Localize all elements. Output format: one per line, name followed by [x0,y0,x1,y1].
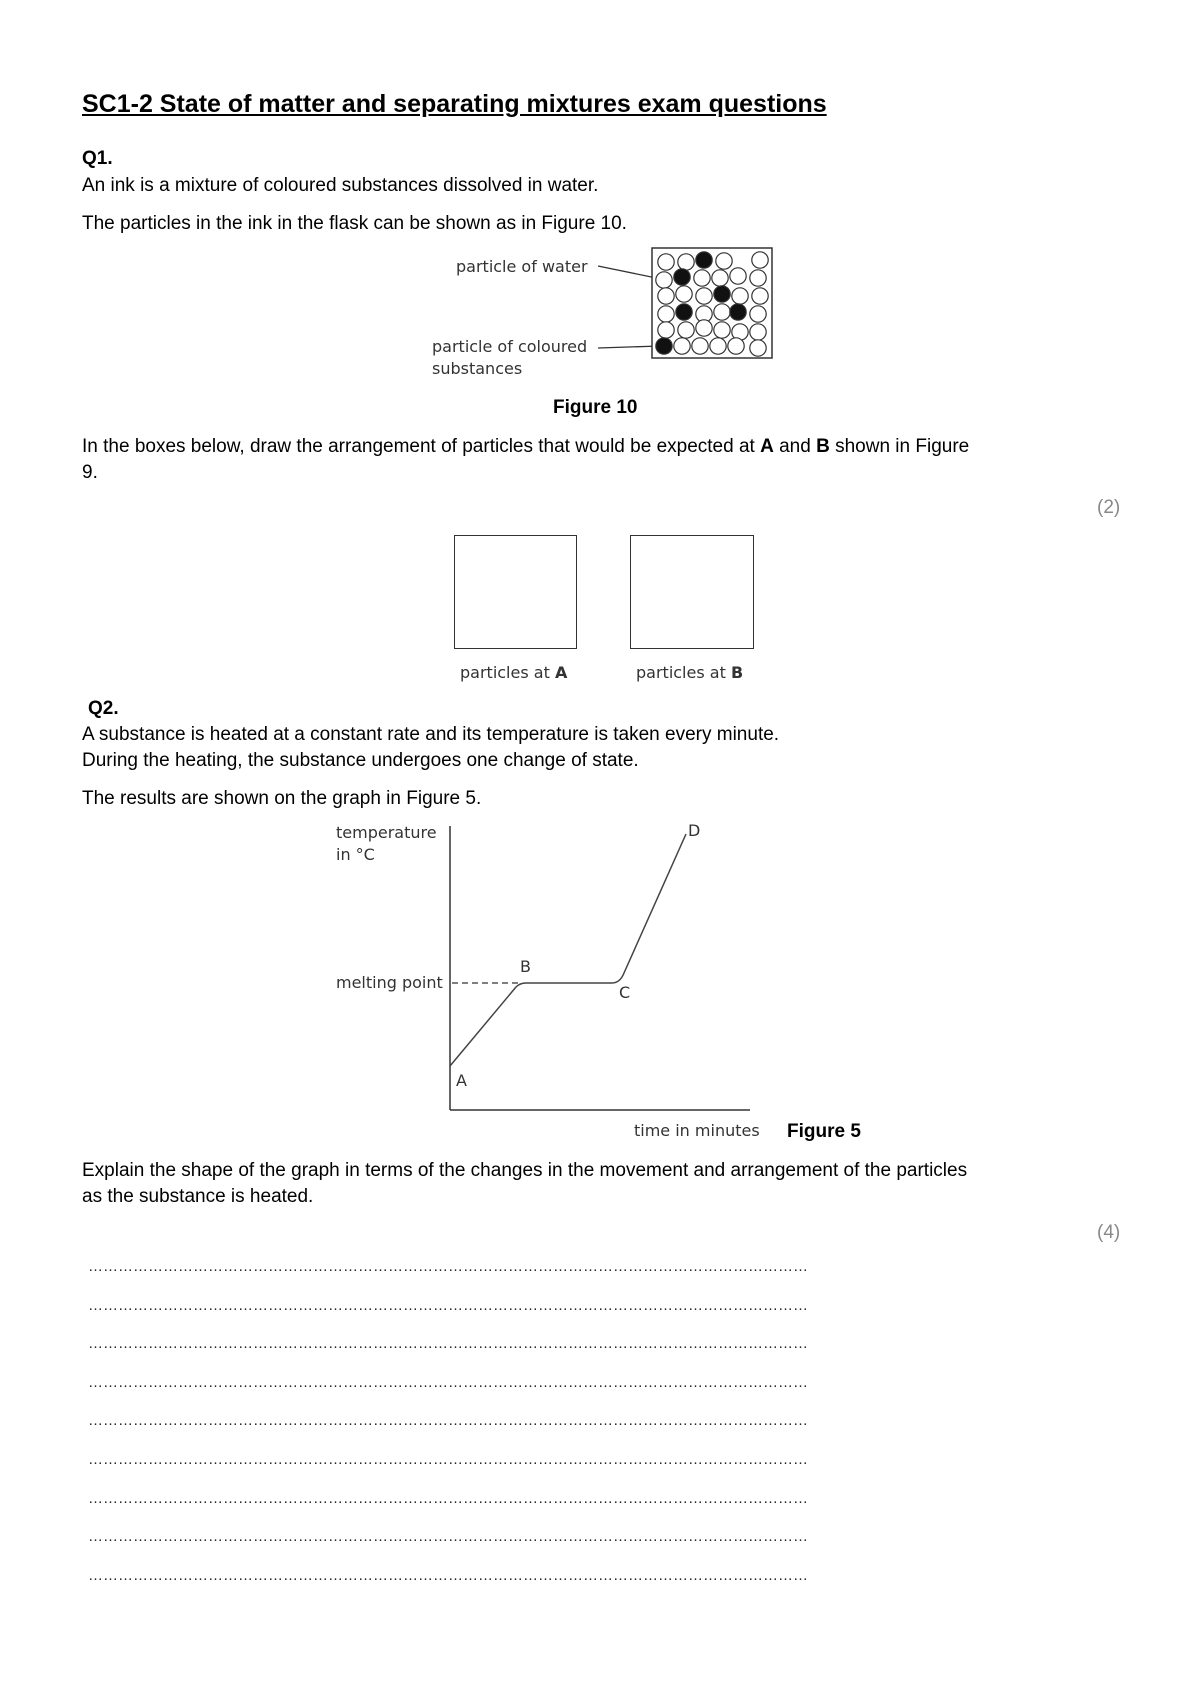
water-particle [692,338,708,354]
water-particle [678,254,694,270]
box-a-caption [460,663,567,682]
y-axis-label-1: temperature [336,823,437,842]
answer-lines [88,1258,973,1605]
box-a-caption-text: particles at [460,663,555,682]
water-particle-label: particle of water [456,257,588,276]
coloured-pointer-line [598,346,660,348]
answer-line[interactable]: ……………………………………………………………………………………………………………………………… [88,1489,808,1507]
q1-marks: (2) [1097,497,1121,518]
point-a-label: A [456,1071,467,1090]
water-particle [658,254,674,270]
water-particle [752,252,768,268]
answer-line[interactable]: ……………………………………………………………………………………………………………………………… [88,1296,808,1314]
coloured-particle [714,286,730,302]
q2-line2: During the heating, the substance undergoes one change of state. [82,750,639,771]
coloured-particle [730,304,746,320]
box-b-caption-text: particles at [636,663,731,682]
coloured-particle [656,338,672,354]
q1-instruction-text-2: shown in Figure [829,436,970,457]
water-particle [658,322,674,338]
water-particle [656,272,672,288]
water-particle [728,338,744,354]
q2-marks: (4) [1097,1222,1121,1243]
box-b-caption-letter: B [730,663,744,682]
q2-line1: A substance is heated at a constant rate and its temperature is taken every minute. [82,724,780,745]
water-particle [712,270,728,286]
box-b-caption [636,663,743,682]
coloured-particle [674,269,690,285]
melting-point-label: melting point [336,973,443,992]
water-particle [658,306,674,322]
water-particle [694,270,710,286]
point-b-label: B [520,957,531,976]
answer-line[interactable]: ……………………………………………………………………………………………………………………………… [88,1450,808,1468]
water-particle [750,340,766,356]
q1-instruction-and: and [773,436,817,457]
page-title: SC1-2 State of matter and separating mixtures exam questions [82,90,827,118]
coloured-particle [696,252,712,268]
water-particle [678,322,694,338]
water-particle [714,304,730,320]
y-axis-label-2: in °C [336,845,375,864]
q1-instruction-a: A [760,436,774,457]
q1-instruction-line2: 9. [82,462,98,483]
point-c-label: C [619,983,631,1002]
q1-instruction-text-1: In the boxes below, draw the arrangement of particles that would be expected at [82,436,761,457]
figure-5-graph [330,818,770,1148]
q1-instruction-b: B [816,436,830,457]
box-a-caption-letter: A [554,663,568,682]
water-particle [750,270,766,286]
x-axis-label: time in minutes [634,1121,760,1140]
figure-10-caption: Figure 10 [553,397,638,418]
q1-instruction [82,435,969,458]
answer-line[interactable]: ……………………………………………………………………………………………………………………………… [88,1258,808,1275]
answer-line[interactable]: ……………………………………………………………………………………………………………………………… [88,1412,808,1430]
water-particle [730,268,746,284]
answer-box-b[interactable] [630,535,754,649]
answer-line[interactable]: ……………………………………………………………………………………………………………………………… [88,1566,808,1584]
point-d-label: D [688,821,701,840]
answer-line[interactable]: ……………………………………………………………………………………………………………………………… [88,1373,808,1391]
answer-line[interactable]: ……………………………………………………………………………………………………………………………… [88,1528,808,1546]
answer-box-a[interactable] [454,535,577,649]
q1-label: Q1. [82,148,113,169]
figure-10-diagram [420,240,800,390]
water-particle [750,324,766,340]
water-particle [674,338,690,354]
heating-curve [450,834,686,1066]
q2-instruction-line2: as the substance is heated. [82,1186,314,1207]
water-particle [714,322,730,338]
q2-instruction-line1: Explain the shape of the graph in terms of the changes in the movement and arrangement of the particles [82,1160,968,1181]
coloured-particle [676,304,692,320]
answer-line[interactable]: ……………………………………………………………………………………………………………………………… [88,1335,808,1353]
figure-5-caption: Figure 5 [787,1121,861,1142]
water-particle [716,253,732,269]
water-particle [732,288,748,304]
water-particle [658,288,674,304]
water-particle [710,338,726,354]
water-particle [752,288,768,304]
water-particle [676,286,692,302]
q1-line1: An ink is a mixture of coloured substances dissolved in water. [82,175,599,196]
q2-label: Q2. [88,698,119,719]
coloured-particle-label-2: substances [432,359,523,378]
q1-line2: The particles in the ink in the flask can be shown as in Figure 10. [82,213,627,234]
water-particle [696,288,712,304]
water-particle [696,320,712,336]
q2-line3: The results are shown on the graph in Figure 5. [82,788,482,809]
coloured-particle-label-1: particle of coloured [432,337,588,356]
water-particle [750,306,766,322]
